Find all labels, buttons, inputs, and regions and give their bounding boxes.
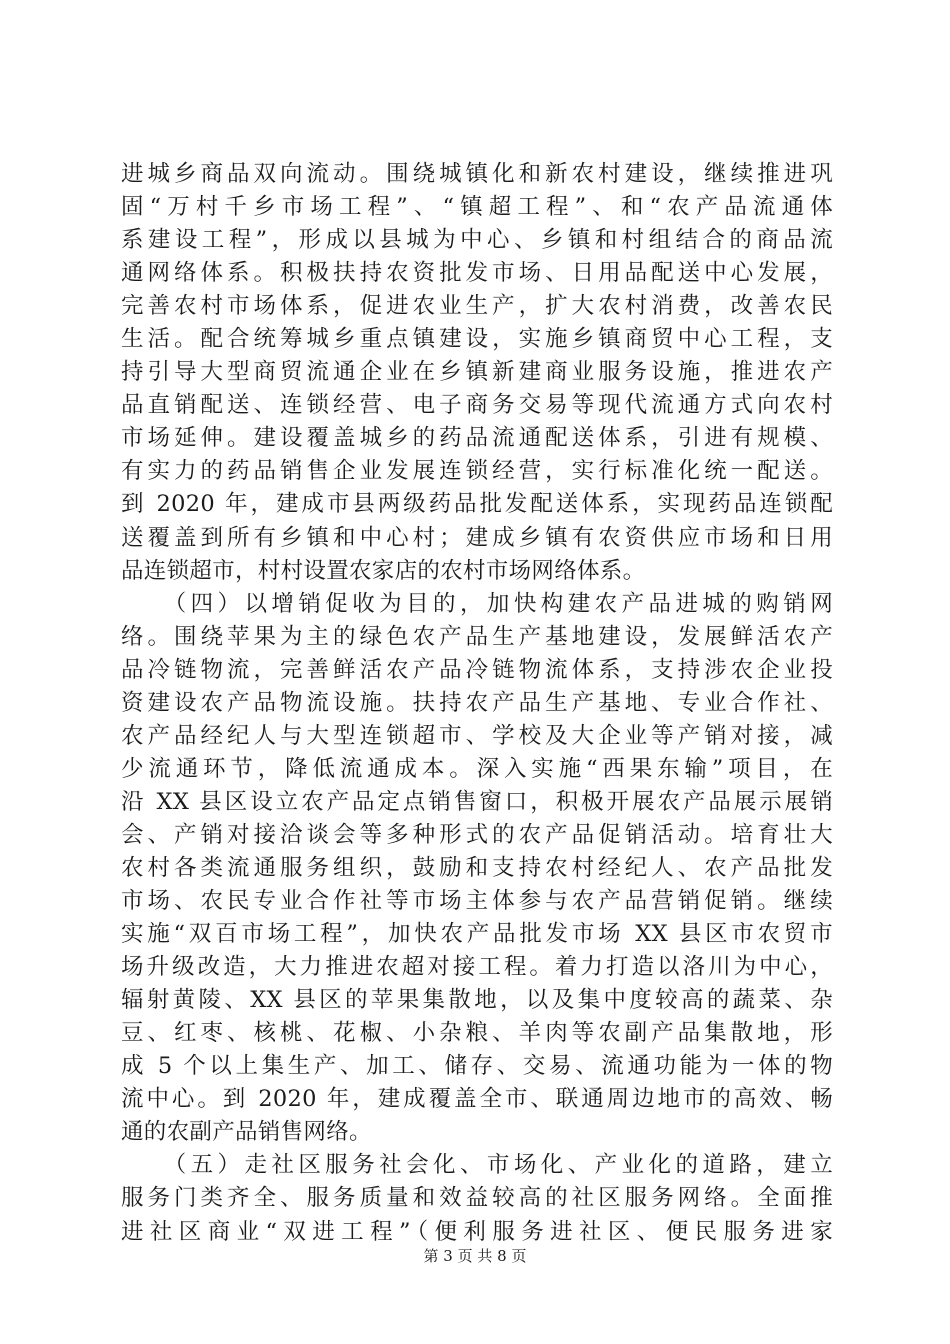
text-line: 成 5 个以上集生产、加工、储存、交易、流通功能为一体的物	[121, 1053, 833, 1080]
text-line: 系建设工程”，形成以县城为中心、乡镇和村组结合的商品流	[121, 227, 833, 254]
text-line: 市场、农民专业合作社等市场主体参与农产品营销促销。继续	[121, 888, 833, 915]
text-line: 流中心。到 2020 年，建成覆盖全市、联通周边地市的高效、畅	[121, 1086, 833, 1113]
text-line: 品连锁超市，村村设置农家店的农村市场网络体系。	[121, 557, 646, 584]
text-line: 完善农村市场体系，促进农业生产，扩大农村消费，改善农民	[121, 293, 833, 320]
text-line: 豆、红枣、核桃、花椒、小杂粮、羊肉等农副产品集散地，形	[121, 1020, 833, 1047]
text-line: 实施“双百市场工程”，加快农产品批发市场 XX 县区市农贸市	[121, 921, 833, 948]
page-footer: 第 3 页 共 8 页	[423, 1247, 527, 1265]
text-line: 送覆盖到所有乡镇和中心村；建成乡镇有农资供应市场和日用	[121, 524, 833, 551]
text-line: 农产品经纪人与大型连锁超市、学校及大企业等产销对接，减	[121, 722, 833, 749]
text-line: 少流通环节，降低流通成本。深入实施“西果东输”项目，在	[121, 755, 833, 782]
text-line: 品直销配送、连锁经营、电子商务交易等现代流通方式向农村	[121, 392, 833, 419]
text-line: 场升级改造，大力推进农超对接工程。着力打造以洛川为中心，	[121, 954, 833, 981]
text-line: 通的农副产品销售网络。	[121, 1119, 372, 1146]
text-line: 品冷链物流，完善鲜活农产品冷链物流体系，支持涉农企业投	[121, 656, 833, 683]
text-line: 到 2020 年，建成市县两级药品批发配送体系，实现药品连锁配	[121, 491, 833, 518]
text-line: 农村各类流通服务组织，鼓励和支持农村经纪人、农产品批发	[121, 854, 833, 881]
text-line: 市场延伸。建设覆盖城乡的药品流通配送体系，引进有规模、	[121, 425, 833, 452]
text-line: （五）走社区服务社会化、市场化、产业化的道路，建立	[121, 1152, 833, 1179]
text-line: （四）以增销促收为目的，加快构建农产品进城的购销网	[121, 590, 833, 617]
text-line: 资建设农产品物流设施。扶持农产品生产基地、专业合作社、	[121, 689, 833, 716]
text-line: 通网络体系。积极扶持农资批发市场、日用品配送中心发展，	[121, 260, 833, 287]
text-line: 辐射黄陵、XX 县区的苹果集散地，以及集中度较高的蔬菜、杂	[121, 987, 833, 1014]
text-line: 生活。配合统筹城乡重点镇建设，实施乡镇商贸中心工程，支	[121, 326, 833, 353]
text-line: 有实力的药品销售企业发展连锁经营，实行标准化统一配送。	[121, 458, 833, 485]
text-line: 固“万村千乡市场工程”、“镇超工程”、和“农产品流通体	[121, 194, 833, 221]
body-text	[121, 158, 833, 1249]
text-line: 持引导大型商贸流通企业在乡镇新建商业服务设施，推进农产	[121, 359, 833, 386]
text-line: 沿 XX 县区设立农产品定点销售窗口，积极开展农产品展示展销	[121, 788, 833, 815]
text-line: 进城乡商品双向流动。围绕城镇化和新农村建设，继续推进巩	[121, 161, 833, 187]
text-line: 络。围绕苹果为主的绿色农产品生产基地建设，发展鲜活农产	[121, 623, 833, 650]
text-line: 会、产销对接洽谈会等多种形式的农产品促销活动。培育壮大	[121, 821, 833, 848]
text-line: 服务门类齐全、服务质量和效益较高的社区服务网络。全面推	[121, 1185, 833, 1212]
text-line: 进社区商业“双进工程”（便利服务进社区、便民服务进家	[121, 1218, 833, 1245]
